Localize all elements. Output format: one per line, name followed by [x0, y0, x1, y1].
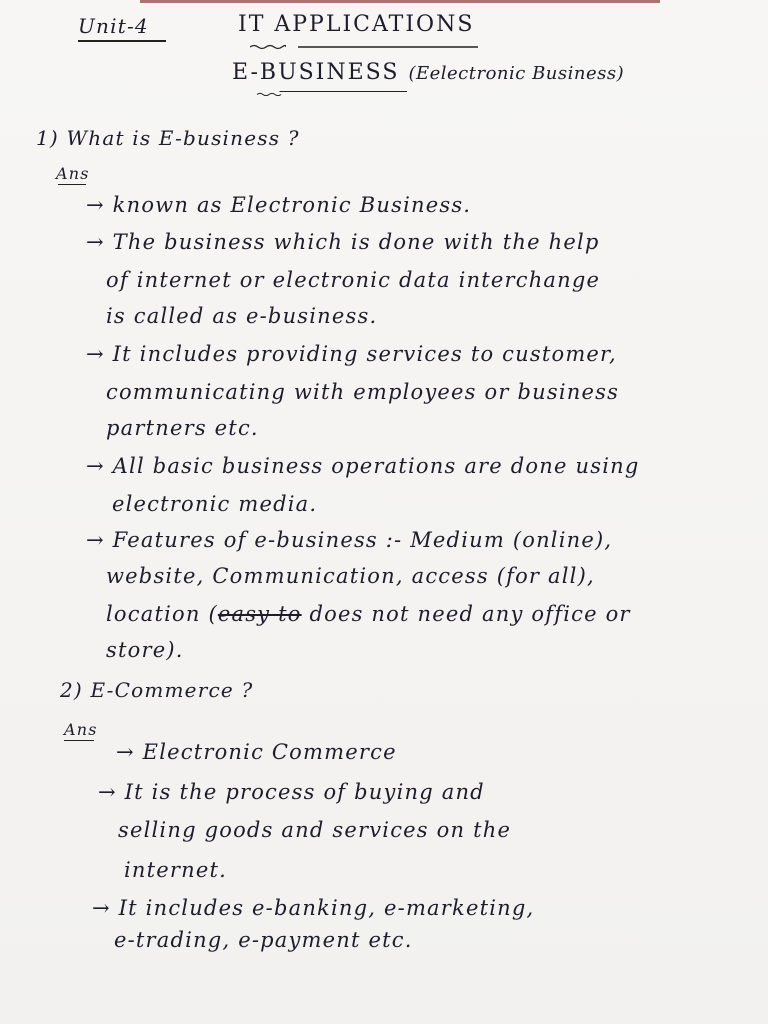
- q1-line-10: → Features of e-business :- Medium (online),: [86, 528, 613, 552]
- page-title: IT APPLICATIONS: [238, 12, 475, 37]
- q1-line-12-start: location (: [106, 602, 218, 626]
- answer-label-1: Ans: [56, 164, 90, 183]
- answer-label-2-underline: [64, 740, 94, 741]
- subtitle-wavy-underline: [232, 90, 432, 96]
- q2-line-4: internet.: [124, 858, 228, 882]
- q1-line-4: is called as e-business.: [106, 304, 378, 328]
- q1-line-12: [106, 604, 631, 625]
- page-top-edge: [140, 0, 660, 3]
- question-2: 2) E-Commerce ?: [60, 678, 254, 702]
- q1-line-6: communicating with employees or business: [106, 380, 620, 404]
- answer-label-1-underline: [58, 184, 86, 185]
- q2-line-6: e-trading, e-payment etc.: [114, 928, 413, 952]
- q1-line-7: partners etc.: [106, 416, 259, 440]
- q2-line-2: → It is the process of buying and: [98, 780, 485, 804]
- question-1: 1) What is E-business ?: [36, 126, 300, 150]
- subtitle-paren: (Eelectronic Business): [408, 63, 625, 84]
- struck-out-text: easy to: [217, 602, 302, 626]
- q1-line-9: electronic media.: [112, 492, 318, 516]
- q2-line-1: → Electronic Commerce: [116, 740, 397, 764]
- q1-line-8: → All basic business operations are done using: [86, 454, 640, 478]
- answer-label-2: Ans: [64, 720, 98, 739]
- subtitle-main: E-BUSINESS: [232, 60, 400, 85]
- unit-label: Unit-4: [78, 14, 149, 38]
- q2-line-3: selling goods and services on the: [118, 818, 512, 842]
- q1-line-1: → known as Electronic Business.: [86, 193, 472, 217]
- unit-underline: [78, 40, 166, 42]
- q1-line-11: website, Communication, access (for all),: [106, 564, 595, 588]
- page-subtitle: [232, 62, 624, 84]
- q1-line-3: of internet or electronic data interchange: [106, 268, 601, 292]
- q2-line-5: → It includes e-banking, e-marketing,: [92, 896, 535, 920]
- q1-line-12-end: does not need any office or: [301, 602, 631, 626]
- title-wavy-underline: [250, 44, 286, 50]
- q1-line-2: → The business which is done with the help: [86, 230, 600, 254]
- q1-line-13: store).: [106, 638, 184, 662]
- q1-line-5: → It includes providing services to customer,: [86, 342, 617, 366]
- title-underline: [298, 44, 478, 50]
